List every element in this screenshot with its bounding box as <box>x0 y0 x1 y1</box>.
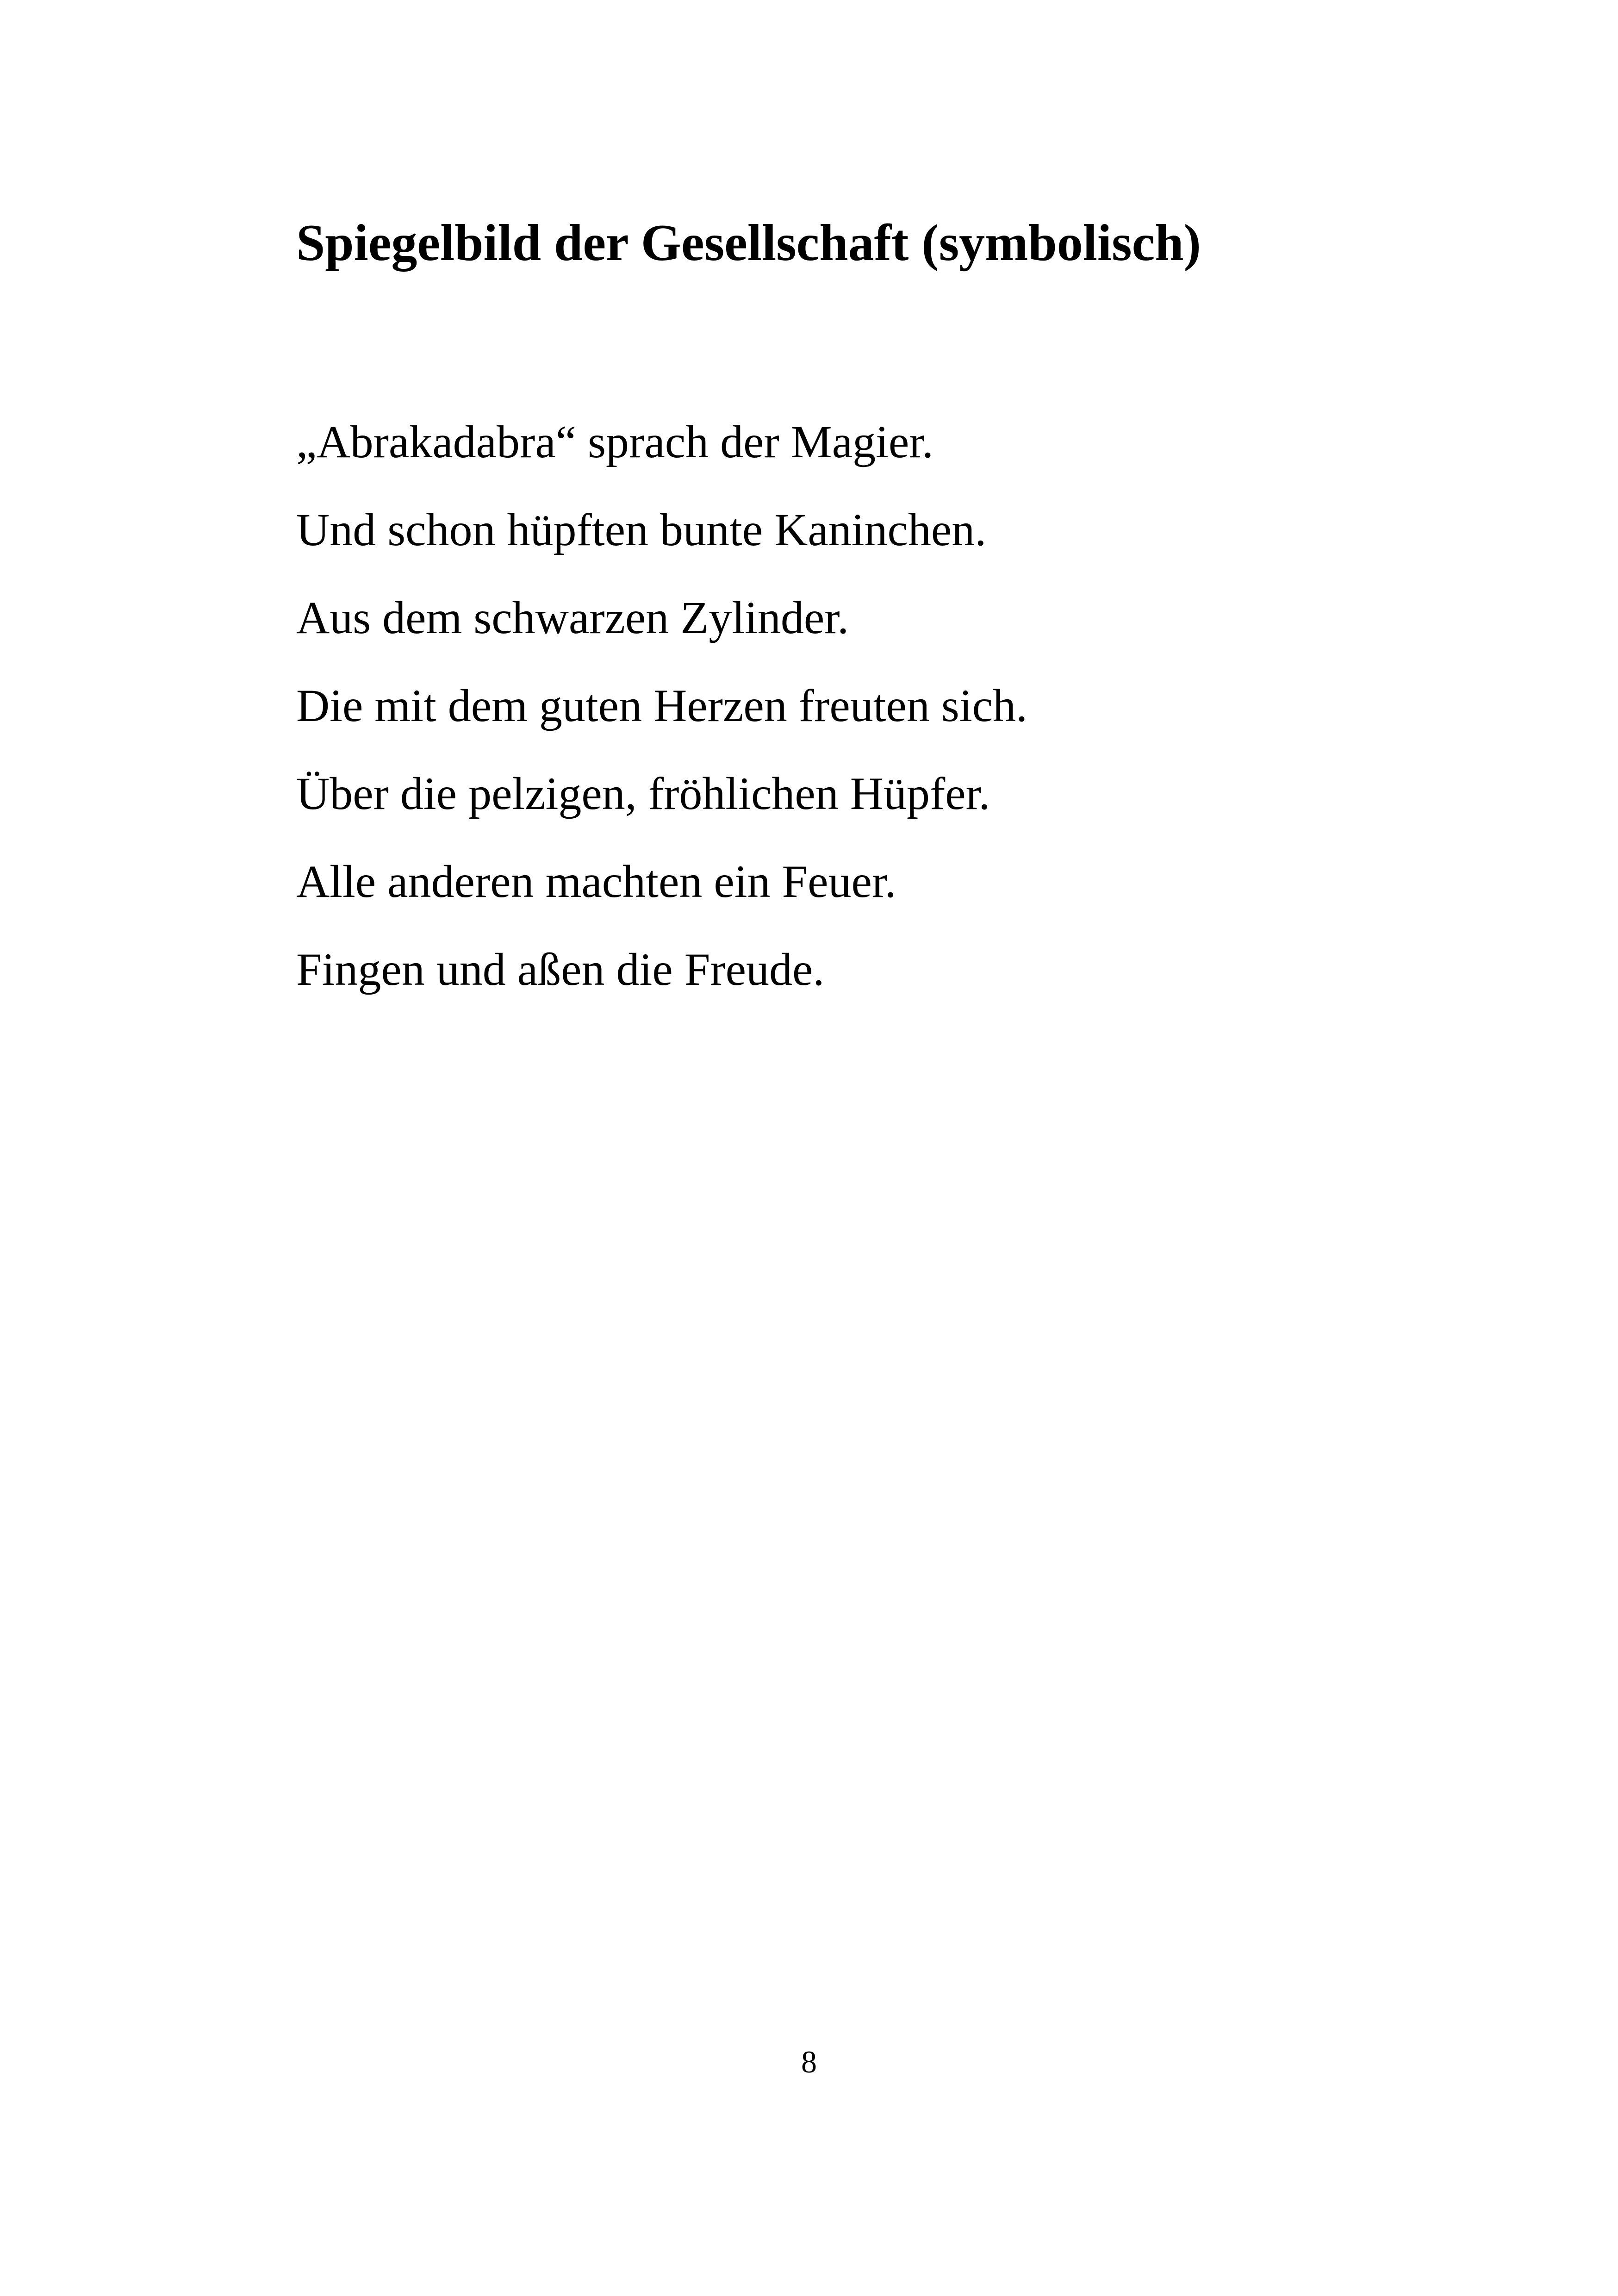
poem-line: Aus dem schwarzen Zylinder. <box>296 592 849 643</box>
poem-body <box>296 398 1027 1014</box>
poem-line: „Abrakadabra“ sprach der Magier. <box>296 416 934 467</box>
poem-line: Alle anderen machten ein Feuer. <box>296 856 896 907</box>
poem-line: Fingen und aßen die Freude. <box>296 944 825 995</box>
page-number: 8 <box>801 2044 817 2079</box>
poem-title: Spiegelbild der Gesellschaft (symbolisch) <box>296 214 1201 272</box>
poem-line: Die mit dem guten Herzen freuten sich. <box>296 680 1027 731</box>
poem-line: Über die pelzigen, fröhlichen Hüpfer. <box>296 768 990 819</box>
poem-line: Und schon hüpften bunte Kaninchen. <box>296 504 987 555</box>
